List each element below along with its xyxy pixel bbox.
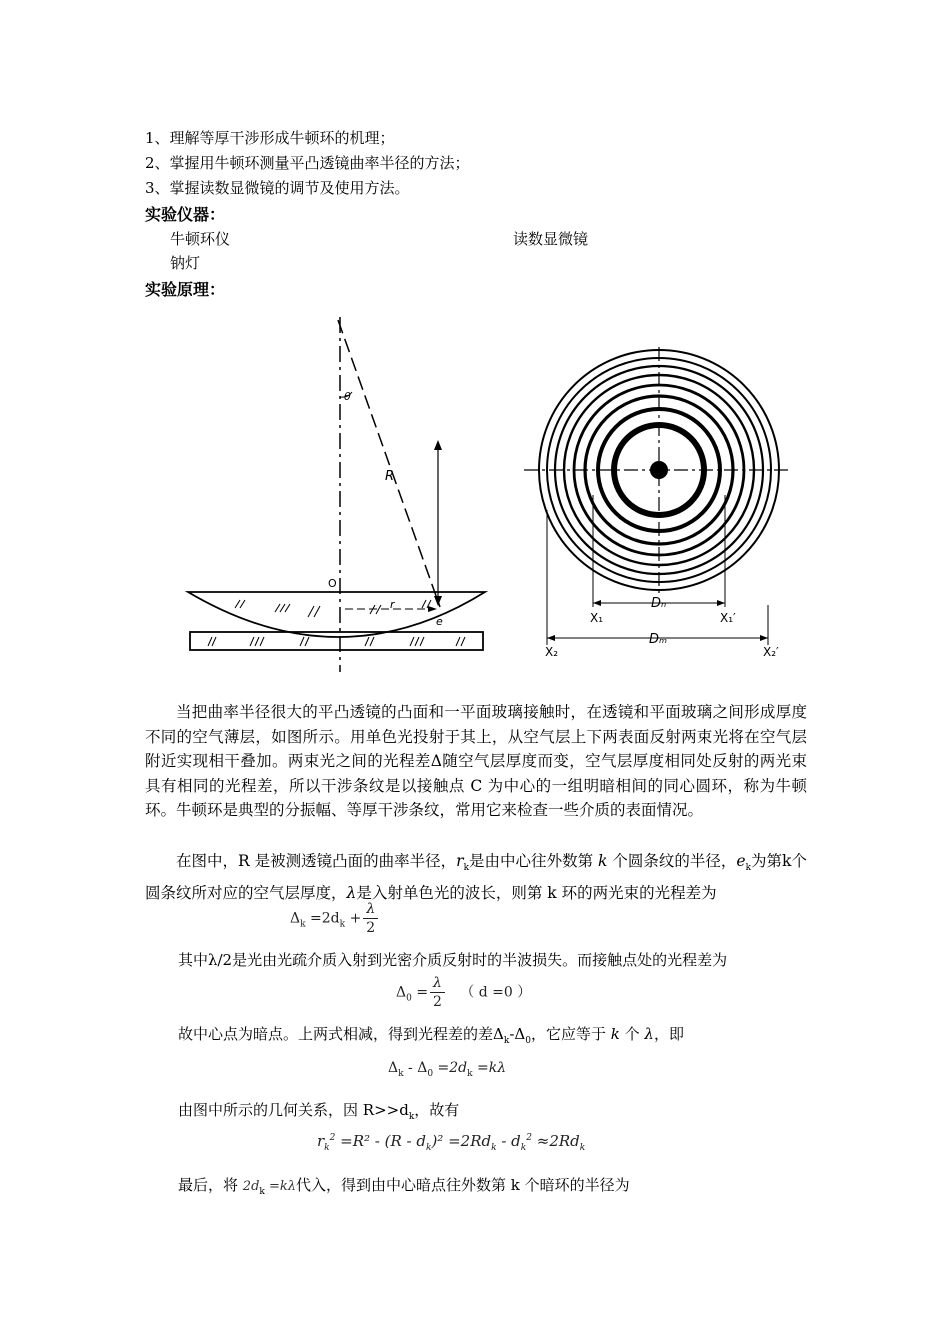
- equation-difference: $\Delta_k - \Delta_0 =2d_k =k\lambda$: [388, 1060, 507, 1079]
- text-half-wave-loss: 其中λ/2是光由光疏介质入射到光密介质反射时的半波损失。而接触点处的光程差为: [178, 951, 728, 969]
- paragraph-intro-text: 当把曲率半径很大的平凸透镜的凸面和一平面玻璃接触时，在透镜和平面玻璃之间形成厚度不同的空气薄层，如图所示。用单色光投射于其上，从空气层上下两表面反射两束光将在空气层附近实现相干叠加。两束光之间的光程差Δ随空气层厚度而变，空气层厚度相同处反射的两光束具有相同的光程差，所以干涉条纹是以接触点 C 为中心的一组明暗相间的同心圆环，称为牛顿环。牛顿环是典型的分振幅、等厚干涉条纹，常用它来检查一些介质的表面情况。: [145, 703, 807, 819]
- instrument-sodium-lamp: 钠灯: [170, 254, 201, 272]
- dn-label: Dₙ: [651, 596, 667, 611]
- goal-item-1: 1、理解等厚干涉形成牛顿环的机理；: [145, 129, 395, 147]
- lens-diagram: [180, 312, 500, 682]
- paragraph-intro: [145, 700, 807, 823]
- x2-label: X₂: [545, 645, 559, 659]
- dm-label: Dₘ: [649, 632, 668, 647]
- paragraph-definitions: [145, 849, 807, 905]
- equation-geometry: $r_k^2 =R^2 - (R - d_k)^2 =2Rd_k - d_k^2 \approx 2Rd_k$: [317, 1132, 586, 1153]
- paragraph-definitions-text: 在图中，R 是被测透镜凸面的曲率半径，$r_k$是由中心往外数第 k 个圆条纹的半径，$e_k$为第k个圆条纹所对应的空气层厚度，λ是入射单色光的波长，则第 k 环的两光束的光程差为: [145, 852, 807, 902]
- o-label: O: [328, 577, 337, 590]
- x2-prime-label: X₂′: [763, 645, 779, 659]
- r-label: r: [390, 598, 395, 611]
- x1-prime-label: X₁′: [720, 611, 736, 625]
- goal-item-3: 3、掌握读数显微镜的调节及使用方法。: [145, 179, 410, 197]
- text-final: 最后，将 $2d_k =k\lambda$代入，得到由中心暗点往外数第 k 个暗环的半径为: [178, 1176, 630, 1197]
- newton-rings-diagram: [520, 345, 810, 665]
- equation-path-difference: $\Delta_k =2d_k$ + $\frac{\lambda}{2}$: [290, 900, 380, 937]
- text-dark-center: 故中心点为暗点。上两式相减，得到光程差的差$\Delta_k-\Delta_0$，它应等于 k 个 λ，即: [178, 1025, 684, 1046]
- goal-item-2: 2、掌握用牛顿环测量平凸透镜曲率半径的方法；: [145, 154, 470, 172]
- principle-heading: 实验原理：: [145, 280, 226, 299]
- theta-label: θ: [344, 390, 351, 403]
- instrument-newton-ring: 牛顿环仪: [170, 230, 231, 248]
- r-radius-label: R: [385, 469, 395, 484]
- instrument-microscope: 读数显微镜: [513, 230, 589, 248]
- e-label: e: [436, 615, 443, 628]
- text-geometry: 由图中所示的几何关系，因 $R>>d_k$，故有: [178, 1101, 460, 1122]
- equation-contact-point: $\Delta_0$ = $\frac{\lambda}{2}$ （ d =0 ）: [396, 975, 532, 1010]
- instruments-heading: 实验仪器：: [145, 205, 226, 224]
- x1-label: X₁: [590, 611, 604, 625]
